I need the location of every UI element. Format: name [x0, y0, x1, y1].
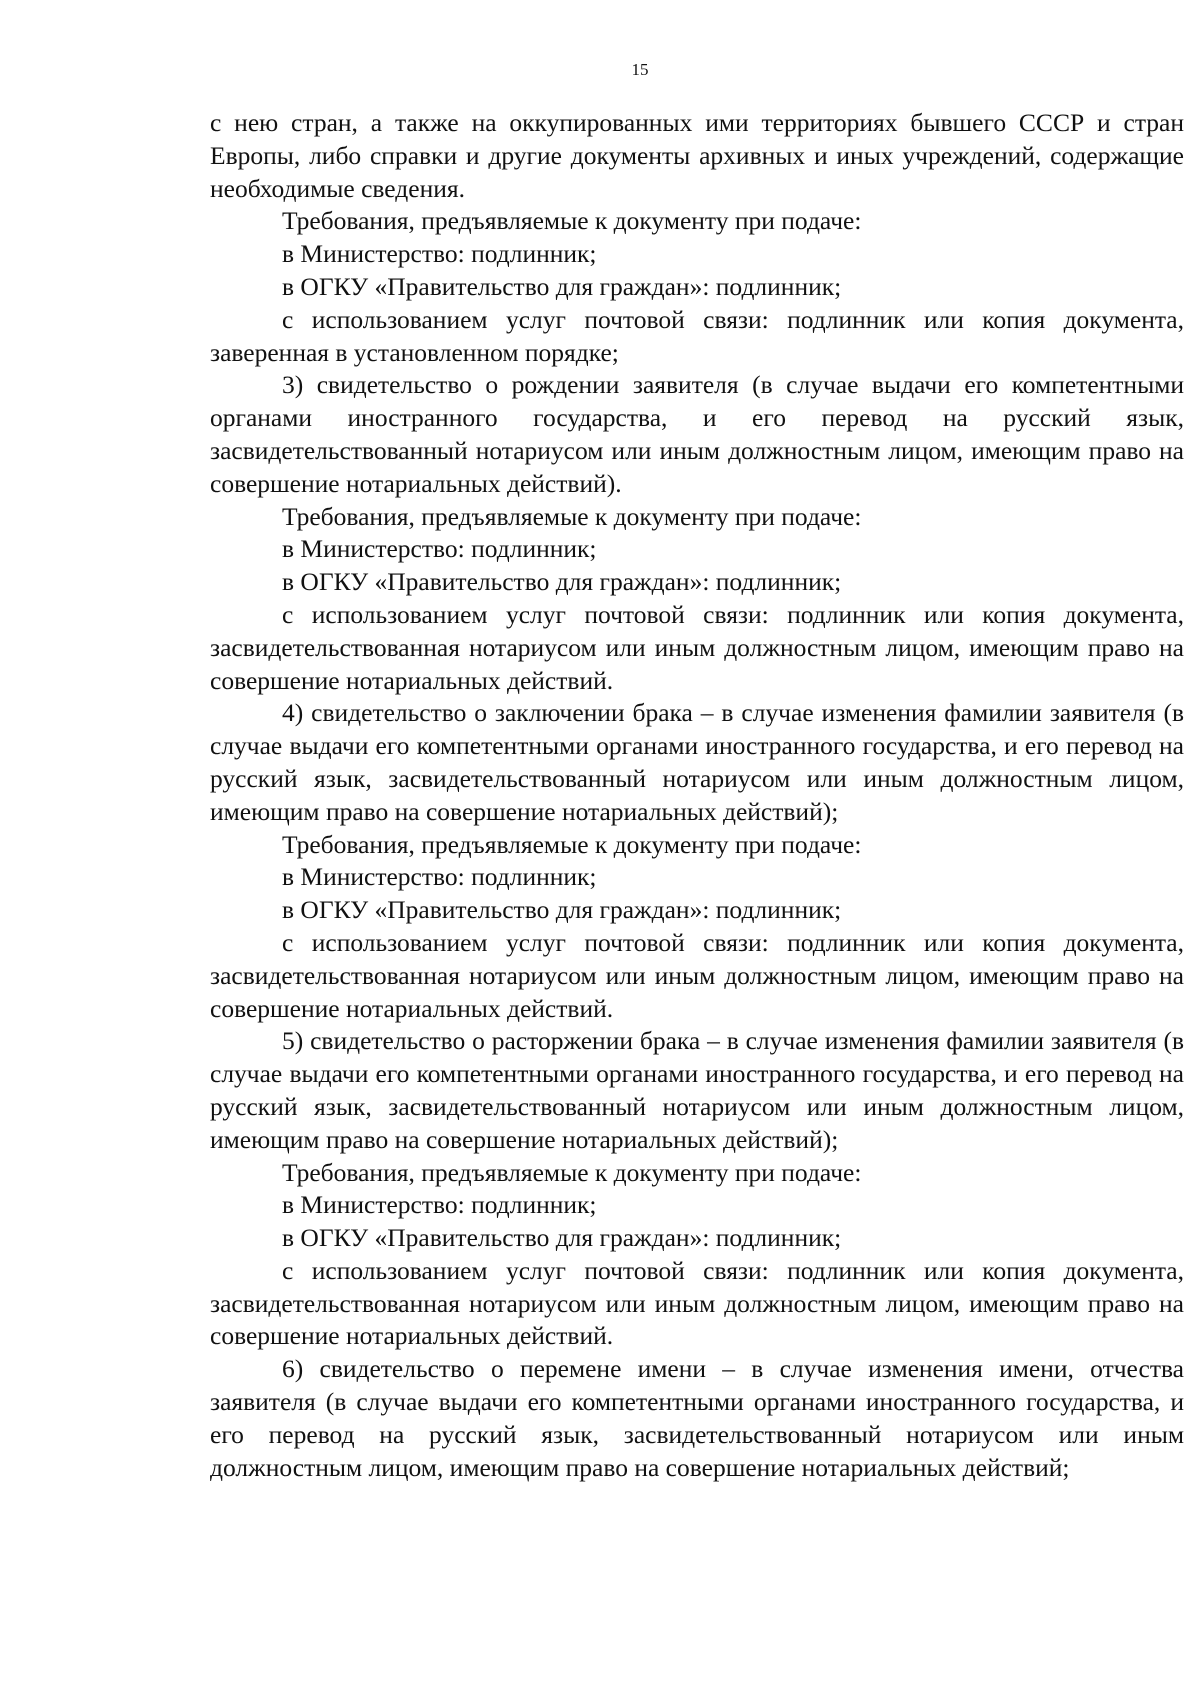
document-body	[210, 107, 1184, 1484]
paragraph: 4) свидетельство о заключении брака – в случае изменения фамилии заявителя (в случае выдачи его компетентными органами иностранного государства, и его перевод на русский язык, засвидетельствованный нотариусом или иным должностным лицом, имеющим право на совершение нотариальных действий);	[210, 698, 1184, 826]
paragraph: в ОГКУ «Правительство для граждан»: подлинник;	[282, 1223, 842, 1253]
paragraph: 5) свидетельство о расторжении брака – в случае изменения фамилии заявителя (в случае выдачи его компетентными органами иностранного государства, и его перевод на русский язык, засвидетельствованный нотариусом или иным должностным лицом, имеющим право на совершение нотариальных действий);	[210, 1026, 1184, 1154]
paragraph: в Министерство: подлинник;	[282, 239, 597, 269]
paragraph: 6) свидетельство о перемене имени – в случае изменения имени, отчества заявителя (в случае выдачи его компетентными органами иностранного государства, и его перевод на русский язык, засвидетельствованный нотариусом или иным должностным лицом, имеющим право на совершение нотариальных действий;	[210, 1354, 1184, 1482]
paragraph: Требования, предъявляемые к документу при подаче:	[282, 501, 862, 531]
paragraph: с использованием услуг почтовой связи: подлинник или копия документа, засвидетельствованная нотариусом или иным должностным лицом, имеющим право на совершение нотариальных действий.	[210, 1255, 1184, 1351]
page-number: 15	[631, 60, 649, 79]
paragraph: Требования, предъявляемые к документу при подаче:	[282, 206, 862, 236]
paragraph: в ОГКУ «Правительство для граждан»: подлинник;	[282, 567, 842, 597]
paragraph: с использованием услуг почтовой связи: подлинник или копия документа, засвидетельствованная нотариусом или иным должностным лицом, имеющим право на совершение нотариальных действий.	[210, 927, 1184, 1023]
paragraph: в ОГКУ «Правительство для граждан»: подлинник;	[282, 271, 842, 301]
paragraph: с использованием услуг почтовой связи: подлинник или копия документа, засвидетельствованная нотариусом или иным должностным лицом, имеющим право на совершение нотариальных действий.	[210, 599, 1184, 695]
paragraph: Требования, предъявляемые к документу при подаче:	[282, 829, 862, 859]
paragraph: в Министерство: подлинник;	[282, 1190, 597, 1220]
paragraph: в ОГКУ «Правительство для граждан»: подлинник;	[282, 895, 842, 925]
paragraph: с нею стран, а также на оккупированных ими территориях бывшего СССР и стран Европы, либо справки и другие документы архивных и иных учреждений, содержащие необходимые сведения.	[210, 108, 1184, 203]
paragraph: в Министерство: подлинник;	[282, 862, 597, 892]
paragraph: Требования, предъявляемые к документу при подаче:	[282, 1157, 862, 1187]
paragraph: в Министерство: подлинник;	[282, 534, 597, 564]
paragraph: с использованием услуг почтовой связи: подлинник или копия документа, заверенная в установленном порядке;	[210, 304, 1184, 367]
paragraph: 3) свидетельство о рождении заявителя (в случае выдачи его компетентными органами иностранного государства, и его перевод на русский язык, засвидетельствованный нотариусом или иным должностным лицом, имеющим право на совершение нотариальных действий).	[210, 370, 1184, 498]
